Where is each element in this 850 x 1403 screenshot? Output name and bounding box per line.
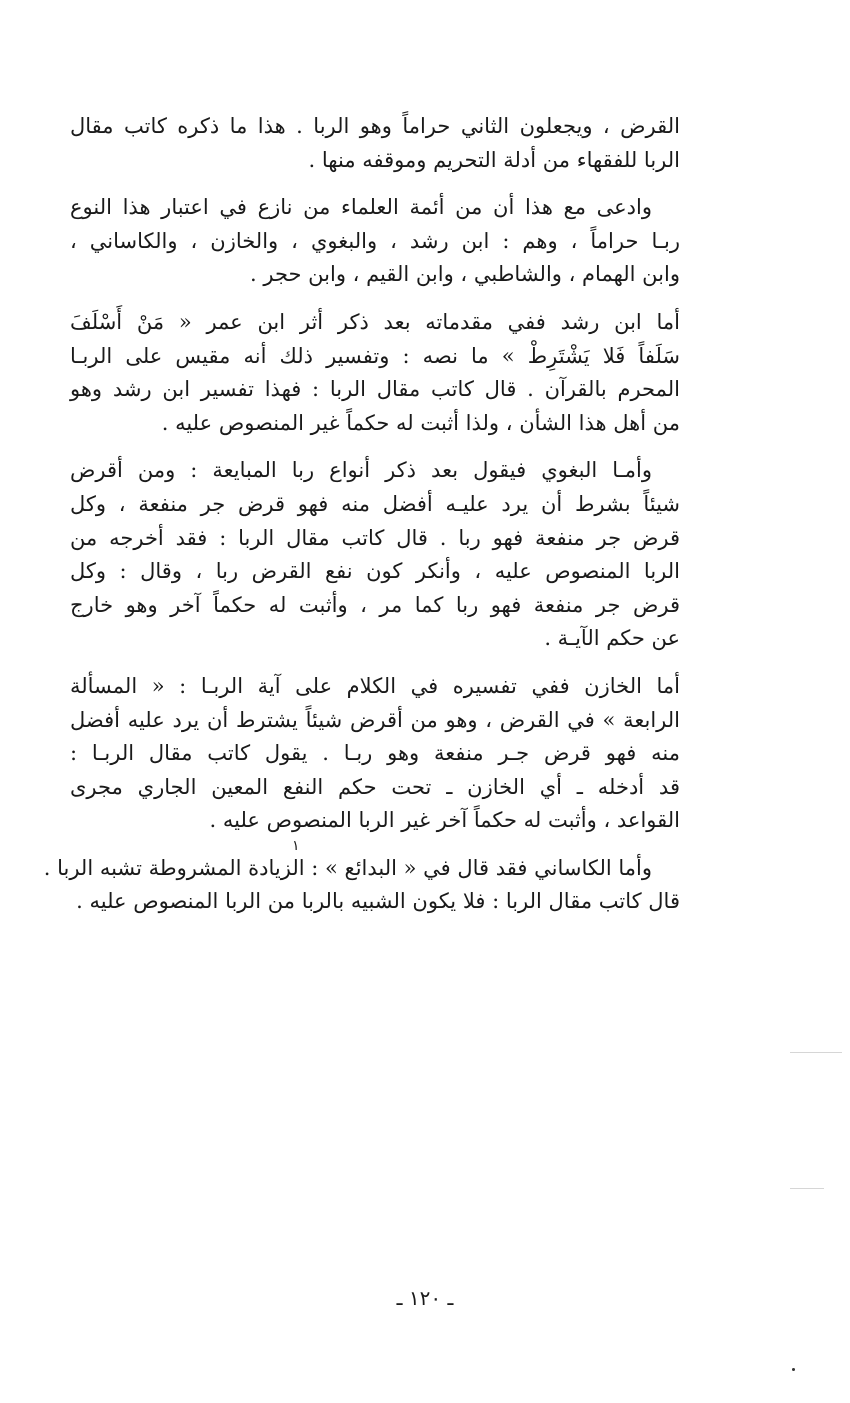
text-line: وادعى مع هذا أن من أئمة العلماء من نازع في اعتبار هذا النوع [70, 195, 652, 220]
text-line: الرابعة » في القرض ، وهو من أقرض شيئاً يشترط أن يرد عليه أفضل [70, 707, 680, 732]
text-line: وأمـا البغوي فيقول بعد ذكر أنواع ربا المبايعة : ومن أقرض [70, 458, 652, 483]
text-line: المحرم بالقرآن . قال كاتب مقال الربا : فهذا تفسير ابن رشد وهو [70, 377, 680, 402]
text-line: القرض ، ويجعلون الثاني حراماً وهو الربا . هذا ما ذكره كاتب مقال [70, 114, 680, 138]
text-line: شيئاً بشرط أن يرد عليـه أفضل منه فهو قرض جر منفعة ، وكل [70, 491, 680, 516]
text-line: ربـا حراماً ، وهم : ابن رشد ، والبغوي ، والخازن ، والكاساني ، [70, 228, 680, 253]
text-line: أما الخازن ففي تفسيره في الكلام على آية الربـا : « المسألة [70, 673, 680, 698]
text-line: قال كاتب مقال الربا : فلا يكون الشبيه بالربا من الربا المنصوص عليه . [76, 889, 680, 914]
text-line: وأما الكاساني فقد قال في « البدائع » : الزيادة المشروطة تشبه الربا . [43, 855, 652, 880]
text-line: سَلَفاً فَلا يَشْتَرِطْ » ما نصه : وتفسير ذلك أنه مقيس على الربـا [70, 343, 680, 368]
paragraph-4 [70, 454, 680, 656]
scan-speck [792, 1368, 795, 1371]
text-line: قرض جر منفعة فهو ربا كما مر ، وأثبت له حكماً آخر وهو خارج [70, 592, 680, 617]
text-line: منه فهو قرض جـر منفعة وهو ربـا . يقول كاتب مقال الربـا : [70, 741, 680, 766]
text-line: عن حكم الآيـة . [544, 626, 680, 651]
text-line: قرض جر منفعة فهو ربا . قال كاتب مقال الربا : فقد أخرجه من [70, 525, 680, 550]
text-line: الربا المنصوص عليه ، وأنكر كون نفع القرض ربا ، وقال : وكل [70, 559, 680, 584]
text-line: أما ابن رشد ففي مقدماته بعد ذكر أثر ابن عمر « مَنْ أَسْلَفَ [70, 309, 680, 334]
text-line: وابن الهمام ، والشاطبي ، وابن القيم ، وابن حجر . [250, 262, 680, 287]
text-line: الربا للفقهاء من أدلة التحريم وموقفه منها . [308, 147, 680, 172]
text-line: من أهل هذا الشأن ، ولذا أثبت له حكماً غير المنصوص عليه . [161, 410, 680, 435]
footnote-mark: ١ [292, 838, 300, 854]
scan-artifact-line [790, 1188, 824, 1189]
page-number: ـ ١٢٠ ـ [396, 1286, 454, 1310]
paragraph-1 [70, 110, 680, 177]
text-line: القواعد ، وأثبت له حكماً آخر غير الربا المنصوص عليه . [209, 808, 680, 833]
page-body [43, 110, 680, 933]
paragraph-3 [70, 306, 680, 440]
paragraph-5 [70, 670, 680, 838]
paragraph-2 [70, 191, 680, 292]
paragraph-6 [43, 852, 680, 919]
text-line: قد أدخله ـ أي الخازن ـ تحت حكم النفع المعين الجاري مجرى [70, 774, 680, 799]
scan-artifact-line [790, 1052, 842, 1053]
